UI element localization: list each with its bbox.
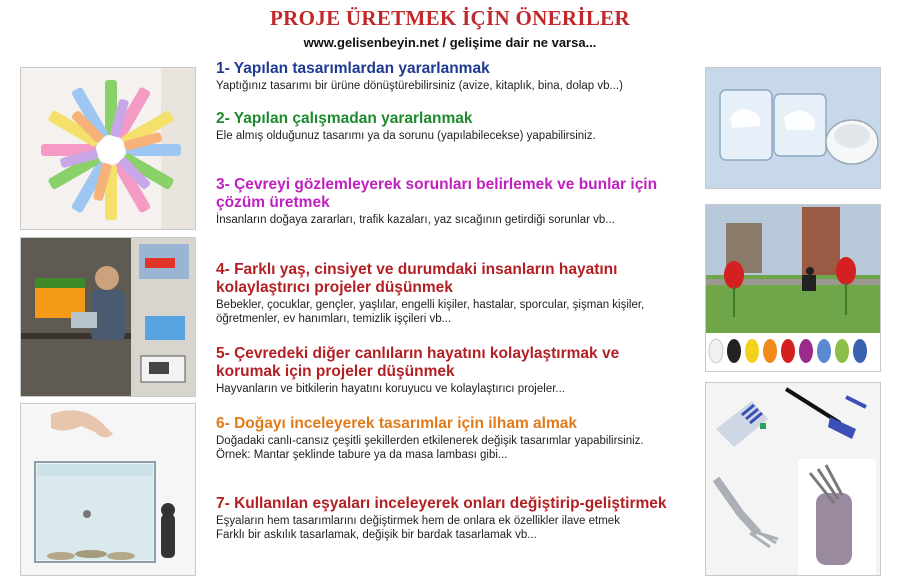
suggestion-1-body xyxy=(216,79,686,93)
suggestion-4-body xyxy=(216,298,686,326)
suggestion-5-heading: 5- Çevredeki diğer canlıların hayatını kolaylaştırmak ve korumak için projeler düşünmek xyxy=(216,345,620,380)
tulip-lamps-image xyxy=(705,204,881,372)
suggestion-1-heading: 1- Yapılan tasarımlardan yararlanmak xyxy=(216,60,490,77)
tulip-lamps-drawing xyxy=(706,205,880,371)
ice-glasses-drawing xyxy=(706,68,880,188)
page-title: PROJE ÜRETMEK İÇİN ÖNERİLER xyxy=(270,6,630,30)
polar-bear-ice-cubes-image xyxy=(705,67,881,189)
paper-flower-drawing xyxy=(21,68,195,229)
suggestion-1-line-1: Yaptığınız tasarımı bir ürüne dönüştürebilirsiniz (avize, kitaplık, bina, dolap vb...) xyxy=(216,80,623,92)
suggestion-3 xyxy=(216,176,686,227)
suggestion-4-line-1: Bebekler, çocuklar, gençler, yaşlılar, engelli kişiler, hastalar, sporcular, şişman kişiler, öğretmenler, ev hanımları, temizlik işçileri vb... xyxy=(216,299,645,325)
suggestion-6-heading: 6- Doğayı inceleyerek tasarımlar için ilham almak xyxy=(216,415,577,432)
suggestion-3-body xyxy=(216,213,686,227)
suggestion-5-body xyxy=(216,382,686,396)
suggestion-4 xyxy=(216,261,686,326)
suggestion-6-body xyxy=(216,434,686,462)
suggestion-6-line-2: Örnek: Mantar şeklinde tabure ya da masa lambası gibi... xyxy=(216,449,508,461)
balcony-desk-drawing xyxy=(21,238,195,396)
balcony-desk-image xyxy=(20,237,196,397)
redesigned-forks-image xyxy=(705,382,881,576)
suggestion-6-line-1: Doğadaki canlı-cansız çeşitli şekillerden etkilenerek değişik tasarımlar yapabilirsiniz. xyxy=(216,435,644,447)
suggestion-2-heading: 2- Yapılan çalışmadan yararlanmak xyxy=(216,110,473,127)
suggestion-2-line-1: Ele almış olduğunuz tasarımı ya da sorunu (yapılabilecekse) yapabilirsiniz. xyxy=(216,130,596,142)
paper-flower-sculpture-image xyxy=(20,67,196,230)
suggestion-6 xyxy=(216,415,686,462)
suggestion-2 xyxy=(216,110,686,143)
suggestion-2-body xyxy=(216,129,686,143)
page-subtitle: www.gelisenbeyin.net / gelişime dair ne varsa... xyxy=(303,35,597,50)
suggestion-7-body xyxy=(216,514,686,542)
suggestion-7-line-2: Farklı bir askılık tasarlamak, değişik bir bardak tasarlamak vb... xyxy=(216,529,537,541)
aquarium-drawing xyxy=(21,404,195,575)
suggestion-5-line-1: Hayvanların ve bitkilerin hayatını koruyucu ve kolaylaştırıcı projeler... xyxy=(216,383,565,395)
suggestion-3-line-1: İnsanların doğaya zararları, trafik kazaları, yaz sıcağının getirdiği sorunlar vb... xyxy=(216,214,615,226)
suggestion-7-heading: 7- Kullanılan eşyaları inceleyerek onları değiştirip-geliştirmek xyxy=(216,495,667,512)
suggestion-7-line-1: Eşyaların hem tasarımlarını değiştirmek hem de onlara ek özellikler ilave etmek xyxy=(216,515,620,527)
suggestion-4-heading: 4- Farklı yaş, cinsiyet ve durumdaki insanların hayatını kolaylaştırıcı projeler düşünmek xyxy=(216,261,618,296)
suggestion-5 xyxy=(216,345,686,396)
forks-drawing xyxy=(706,383,880,575)
suggestion-7 xyxy=(216,495,686,542)
suggestion-1 xyxy=(216,60,686,93)
suggestion-3-heading: 3- Çevreyi gözlemleyerek sorunları belirlemek ve bunlar için çözüm üretmek xyxy=(216,176,658,211)
aquarium-coins-image xyxy=(20,403,196,576)
